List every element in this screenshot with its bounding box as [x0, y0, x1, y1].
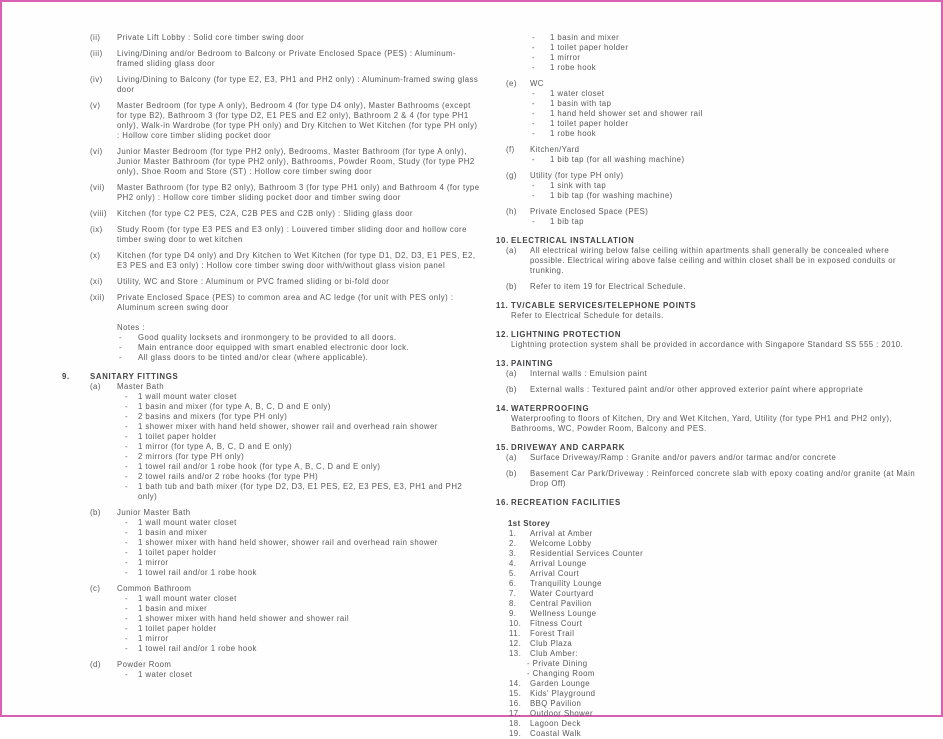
- line-text: External walls : Textured paint and/or other approved exterior paint where appropriate: [530, 385, 864, 394]
- line-label: (a): [506, 453, 517, 462]
- line-text: 1 mirror: [550, 53, 581, 62]
- line-text: Basement Car Park/Driveway : Reinforced concrete slab with epoxy coating and/or granite (at Main Drop Off): [530, 469, 916, 488]
- line-text: Arrival at Amber: [530, 529, 593, 538]
- line-label: -: [125, 568, 129, 577]
- line-text: Coastal Walk: [530, 729, 582, 738]
- dash-list-item: [496, 181, 916, 191]
- line-label: -: [125, 624, 129, 633]
- line-text: Common Bathroom: [117, 584, 192, 593]
- line-label: (h): [506, 207, 517, 216]
- section-heading: [496, 330, 916, 340]
- line-label: -: [532, 89, 536, 98]
- line-text: WC: [530, 79, 544, 88]
- line-text: 1 basin and mixer: [138, 528, 208, 537]
- line-text: 1 towel rail and/or 1 robe hook: [138, 568, 257, 577]
- line-text: Refer to item 19 for Electrical Schedule.: [530, 282, 686, 291]
- line-text: Internal walls : Emulsion paint: [530, 369, 648, 378]
- doc-line: [62, 33, 482, 43]
- line-text: Lightning protection system shall be provided in accordance with Singapore Standard SS 555 : 2010.: [511, 340, 904, 349]
- line-text: Powder Room: [117, 660, 172, 669]
- line-text: Water Courtyard: [530, 589, 594, 598]
- line-label: -: [532, 63, 536, 72]
- line-text: 1 sink with tap: [550, 181, 607, 190]
- line-label: 8.: [509, 599, 517, 608]
- line-text: SANITARY FITTINGS: [90, 372, 179, 381]
- dash-list-item: [62, 472, 482, 482]
- line-label: (iv): [90, 75, 103, 84]
- line-text: Residential Services Counter: [530, 549, 644, 558]
- numbered-list-item: [496, 699, 916, 709]
- section-heading: [496, 359, 916, 369]
- spacer: [496, 350, 916, 359]
- line-text: 1 wall mount water closet: [138, 518, 237, 527]
- line-text: Living/Dining and/or Bedroom to Balcony or Private Enclosed Space (PES) : Aluminum-framed sliding glass door: [117, 49, 456, 68]
- line-text: Wellness Lounge: [530, 609, 597, 618]
- line-text: Tranquility Lounge: [530, 579, 602, 588]
- section-heading: [496, 301, 916, 311]
- line-text: All electrical wiring below false ceiling within apartments shall generally be concealed where possible. Electrical wiring above false ceiling and within closet shall be in exposed conduits or trunking.: [530, 246, 897, 275]
- dash-list-item: [62, 558, 482, 568]
- line-label: 16.: [509, 699, 522, 708]
- line-text: - Changing Room: [527, 669, 595, 678]
- line-label: 13.: [509, 649, 522, 658]
- numbered-list-item: [496, 679, 916, 689]
- numbered-list-item: [496, 649, 916, 659]
- numbered-list-item: [496, 529, 916, 539]
- line-text: 1 basin and mixer (for type A, B, C, D and E only): [138, 402, 331, 411]
- numbered-list-item: [496, 549, 916, 559]
- dash-list-item: [62, 634, 482, 644]
- line-label: -: [125, 482, 129, 491]
- line-label: 6.: [509, 579, 517, 588]
- line-label: (xi): [90, 277, 103, 286]
- dash-list-item: [496, 53, 916, 63]
- line-text: Welcome Lobby: [530, 539, 592, 548]
- doc-line: [62, 660, 482, 670]
- line-text: Junior Master Bath: [117, 508, 191, 517]
- line-label: (b): [506, 282, 517, 291]
- line-text: 1 basin with tap: [550, 99, 612, 108]
- line-text: DRIVEWAY AND CARPARK: [511, 443, 626, 452]
- line-text: PAINTING: [511, 359, 554, 368]
- line-label: 5.: [509, 569, 517, 578]
- line-text: 1 hand held shower set and shower rail: [550, 109, 703, 118]
- numbered-list-item: [496, 709, 916, 719]
- line-label: (x): [90, 251, 101, 260]
- line-text: 1 mirror: [138, 558, 169, 567]
- line-label: -: [532, 155, 536, 164]
- doc-line: [62, 277, 482, 287]
- doc-line: [62, 584, 482, 594]
- line-text: 1 bib tap (for washing machine): [550, 191, 673, 200]
- line-text: Arrival Lounge: [530, 559, 587, 568]
- line-text: All glass doors to be tinted and/or clear (where applicable).: [138, 353, 369, 362]
- line-text: 1 bib tap (for all washing machine): [550, 155, 685, 164]
- numbered-list-item: [496, 719, 916, 729]
- line-text: 1 toilet paper holder: [138, 624, 217, 633]
- line-text: 1 bath tub and bath mixer (for type D2, D3, E1 PES, E2, E3 PES, E3, PH1 and PH2 only): [138, 482, 463, 501]
- dash-list-item: [62, 568, 482, 578]
- line-label: 10.: [496, 236, 509, 245]
- line-text: TV/CABLE SERVICES/TELEPHONE POINTS: [511, 301, 697, 310]
- dash-list-item: [496, 33, 916, 43]
- dash-list-item: [62, 343, 482, 353]
- numbered-list-item: [496, 729, 916, 739]
- numbered-list-item: [496, 579, 916, 589]
- doc-line: [496, 282, 916, 292]
- doc-line: [496, 385, 916, 395]
- line-label: (v): [90, 101, 101, 110]
- line-label: (a): [90, 382, 101, 391]
- line-text: Arrival Court: [530, 569, 580, 578]
- line-label: -: [125, 412, 129, 421]
- line-text: ELECTRICAL INSTALLATION: [511, 236, 635, 245]
- spacer: [62, 313, 482, 323]
- doc-line: [496, 414, 916, 434]
- dash-list-item: [62, 392, 482, 402]
- dash-list-item: [62, 442, 482, 452]
- doc-line: [62, 101, 482, 141]
- line-label: 7.: [509, 589, 517, 598]
- line-text: 1 wall mount water closet: [138, 392, 237, 401]
- line-text: Club Plaza: [530, 639, 573, 648]
- dash-list-item: [62, 548, 482, 558]
- dash-list-item: [62, 402, 482, 412]
- line-text: Refer to Electrical Schedule for details.: [511, 311, 664, 320]
- line-text: Forest Trail: [530, 629, 575, 638]
- line-label: -: [125, 670, 129, 679]
- line-label: (c): [90, 584, 101, 593]
- line-label: 9.: [509, 609, 517, 618]
- line-text: 1 water closet: [550, 89, 605, 98]
- line-text: 1 shower mixer with hand held shower, shower rail and overhead rain shower: [138, 422, 438, 431]
- line-label: -: [125, 472, 129, 481]
- line-text: 1 towel rail and/or 1 robe hook (for type A, B, C, D and E only): [138, 462, 381, 471]
- line-text: 2 mirrors (for type PH only): [138, 452, 245, 461]
- dash-list-item: [496, 129, 916, 139]
- dash-list-item: [496, 191, 916, 201]
- line-label: 9.: [62, 372, 70, 381]
- dash-list-item: [62, 462, 482, 472]
- dash-list-item: [62, 644, 482, 654]
- line-label: 10.: [509, 619, 522, 628]
- section-heading: [496, 236, 916, 246]
- spacer: [496, 434, 916, 443]
- line-label: -: [532, 33, 536, 42]
- line-text: 1 shower mixer with hand held shower, shower rail and overhead rain shower: [138, 538, 438, 547]
- dash-list-item: [496, 63, 916, 73]
- line-label: (vi): [90, 147, 103, 156]
- line-label: (d): [90, 660, 101, 669]
- numbered-list-item: [496, 599, 916, 609]
- line-label: -: [125, 594, 129, 603]
- left-column: [62, 33, 482, 680]
- subsection-heading: [496, 519, 916, 529]
- doc-line: [62, 382, 482, 392]
- line-label: -: [125, 422, 129, 431]
- line-label: -: [125, 528, 129, 537]
- line-text: Utility (for type PH only): [530, 171, 624, 180]
- line-label: -: [125, 634, 129, 643]
- line-text: Living/Dining to Balcony (for type E2, E3, PH1 and PH2 only) : Aluminum-framed swing glass door: [117, 75, 479, 94]
- doc-line: [496, 171, 916, 181]
- doc-line: [62, 209, 482, 219]
- dash-list-item: [496, 99, 916, 109]
- doc-line: [62, 323, 482, 333]
- line-label: -: [532, 181, 536, 190]
- line-text: Fitness Court: [530, 619, 583, 628]
- doc-line: [496, 659, 916, 669]
- line-label: -: [119, 333, 123, 342]
- line-label: -: [125, 538, 129, 547]
- dash-list-item: [62, 614, 482, 624]
- line-label: -: [125, 644, 129, 653]
- spacer: [496, 508, 916, 519]
- doc-line: [62, 183, 482, 203]
- line-label: -: [125, 548, 129, 557]
- line-text: WATERPROOFING: [511, 404, 590, 413]
- line-label: -: [125, 604, 129, 613]
- line-label: (ii): [90, 33, 101, 42]
- dash-list-item: [62, 538, 482, 548]
- line-label: (vii): [90, 183, 105, 192]
- line-label: 16.: [496, 498, 509, 507]
- doc-line: [62, 147, 482, 177]
- doc-line: [62, 225, 482, 245]
- doc-line: [496, 453, 916, 463]
- line-text: Kitchen (for type C2 PES, C2A, C2B PES and C2B only) : Sliding glass door: [117, 209, 413, 218]
- line-text: 2 basins and mixers (for type PH only): [138, 412, 288, 421]
- line-text: 1 mirror (for type A, B, C, D and E only): [138, 442, 293, 451]
- doc-line: [496, 79, 916, 89]
- dash-list-item: [496, 89, 916, 99]
- line-label: (b): [506, 469, 517, 478]
- line-label: (ix): [90, 225, 103, 234]
- line-label: (b): [90, 508, 101, 517]
- line-label: (f): [506, 145, 515, 154]
- line-label: 3.: [509, 549, 517, 558]
- line-text: 1 basin and mixer: [550, 33, 620, 42]
- line-label: (b): [506, 385, 517, 394]
- line-label: 18.: [509, 719, 522, 728]
- line-label: -: [532, 43, 536, 52]
- line-label: (e): [506, 79, 517, 88]
- line-text: Central Pavilion: [530, 599, 592, 608]
- doc-line: [62, 293, 482, 313]
- line-text: 1 basin and mixer: [138, 604, 208, 613]
- line-label: -: [532, 109, 536, 118]
- line-text: Kitchen/Yard: [530, 145, 580, 154]
- line-label: -: [125, 432, 129, 441]
- line-label: -: [125, 518, 129, 527]
- line-text: 1 towel rail and/or 1 robe hook: [138, 644, 257, 653]
- dash-list-item: [62, 412, 482, 422]
- dash-list-item: [62, 594, 482, 604]
- line-label: -: [125, 614, 129, 623]
- numbered-list-item: [496, 539, 916, 549]
- doc-line: [496, 340, 916, 350]
- line-text: 1 robe hook: [550, 63, 597, 72]
- doc-line: [62, 251, 482, 271]
- line-text: Study Room (for type E3 PES and E3 only) : Louvered timber sliding door and hollow core timber swing door to wet kitchen: [117, 225, 467, 244]
- line-text: Main entrance door equipped with smart enabled electronic door lock.: [138, 343, 410, 352]
- dash-list-item: [496, 155, 916, 165]
- dash-list-item: [62, 353, 482, 363]
- dash-list-item: [496, 119, 916, 129]
- line-label: 11.: [496, 301, 509, 310]
- line-text: 1 toilet paper holder: [550, 119, 629, 128]
- line-text: Surface Driveway/Ramp : Granite and/or pavers and/or tarmac and/or concrete: [530, 453, 837, 462]
- numbered-list-item: [496, 619, 916, 629]
- dash-list-item: [62, 482, 482, 502]
- line-text: Private Lift Lobby : Solid core timber swing door: [117, 33, 305, 42]
- numbered-list-item: [496, 689, 916, 699]
- line-label: -: [532, 99, 536, 108]
- line-label: 15.: [509, 689, 522, 698]
- line-text: Good quality locksets and ironmongery to be provided to all doors.: [138, 333, 397, 342]
- line-text: 1st Storey: [508, 519, 551, 528]
- line-label: -: [532, 191, 536, 200]
- line-label: -: [532, 119, 536, 128]
- spacer: [62, 363, 482, 372]
- doc-line: [496, 207, 916, 217]
- line-text: Waterproofing to floors of Kitchen, Dry and Wet Kitchen, Yard, Utility (for type PH1 and PH2 only), Bathrooms, WC, Powder Room, Balcony and PES.: [511, 414, 892, 433]
- line-text: Kids' Playground: [530, 689, 596, 698]
- line-text: 1 toilet paper holder: [138, 432, 217, 441]
- numbered-list-item: [496, 609, 916, 619]
- line-text: - Private Dining: [527, 659, 588, 668]
- line-label: (viii): [90, 209, 107, 218]
- dash-list-item: [62, 333, 482, 343]
- doc-line: [496, 669, 916, 679]
- dash-list-item: [62, 670, 482, 680]
- spacer: [496, 395, 916, 404]
- dash-list-item: [62, 452, 482, 462]
- line-text: 1 toilet paper holder: [138, 548, 217, 557]
- dash-list-item: [62, 528, 482, 538]
- dash-list-item: [62, 518, 482, 528]
- doc-line: [62, 508, 482, 518]
- line-label: 2.: [509, 539, 517, 548]
- numbered-list-item: [496, 629, 916, 639]
- line-label: (a): [506, 369, 517, 378]
- line-text: RECREATION FACILITIES: [511, 498, 621, 507]
- spacer: [496, 321, 916, 330]
- line-label: (a): [506, 246, 517, 255]
- line-text: Outdoor Shower: [530, 709, 594, 718]
- line-text: Private Enclosed Space (PES): [530, 207, 649, 216]
- numbered-list-item: [496, 569, 916, 579]
- spacer: [496, 489, 916, 498]
- line-text: Junior Master Bedroom (for type PH2 only), Bedrooms, Master Bathroom (for type A only), Junior Master Bathroom (for type PH2 only), Bathrooms, Powder Room, Study (for type PH2 only), Shoe Room and Store (ST) : Hollow core timber swing door: [117, 147, 475, 176]
- line-text: 1 mirror: [138, 634, 169, 643]
- spacer: [496, 292, 916, 301]
- section-heading: [496, 443, 916, 453]
- dash-list-item: [62, 624, 482, 634]
- doc-line: [496, 145, 916, 155]
- line-label: 13.: [496, 359, 509, 368]
- line-label: 12.: [509, 639, 522, 648]
- line-label: 14.: [496, 404, 509, 413]
- line-text: 1 wall mount water closet: [138, 594, 237, 603]
- dash-list-item: [496, 43, 916, 53]
- dash-list-item: [62, 432, 482, 442]
- line-label: 19.: [509, 729, 522, 738]
- line-label: 4.: [509, 559, 517, 568]
- line-label: (iii): [90, 49, 103, 58]
- line-text: 2 towel rails and/or 2 robe hooks (for type PH): [138, 472, 319, 481]
- line-text: Club Amber:: [530, 649, 578, 658]
- dash-list-item: [62, 422, 482, 432]
- line-label: (g): [506, 171, 517, 180]
- line-label: 11.: [509, 629, 521, 638]
- line-label: -: [125, 442, 129, 451]
- line-text: 1 toilet paper holder: [550, 43, 629, 52]
- line-text: Kitchen (for type D4 only) and Dry Kitchen to Wet Kitchen (for type D1, D2, D3, E1 PES, E2, E3 PES and E3 only) : Hollow core timber swing door with/without glass vision panel: [117, 251, 476, 270]
- doc-line: [496, 311, 916, 321]
- line-label: -: [119, 353, 123, 362]
- line-text: 1 robe hook: [550, 129, 597, 138]
- line-text: Garden Lounge: [530, 679, 591, 688]
- dash-list-item: [496, 217, 916, 227]
- right-column: [496, 33, 916, 739]
- line-text: 1 shower mixer with hand held shower and shower rail: [138, 614, 350, 623]
- line-text: 1 bib tap: [550, 217, 584, 226]
- line-label: -: [125, 402, 129, 411]
- line-label: -: [125, 392, 129, 401]
- line-label: -: [125, 558, 129, 567]
- line-label: 12.: [496, 330, 509, 339]
- line-label: 17.: [509, 709, 522, 718]
- line-text: Notes :: [117, 323, 145, 332]
- line-text: 1 water closet: [138, 670, 193, 679]
- line-label: -: [532, 217, 536, 226]
- section-heading: [496, 498, 916, 508]
- line-label: -: [119, 343, 123, 352]
- dash-list-item: [496, 109, 916, 119]
- numbered-list-item: [496, 559, 916, 569]
- line-label: -: [125, 462, 129, 471]
- line-label: 15.: [496, 443, 509, 452]
- section-heading: [496, 404, 916, 414]
- line-label: -: [532, 53, 536, 62]
- line-label: -: [125, 452, 129, 461]
- line-text: Private Enclosed Space (PES) to common area and AC ledge (for unit with PES only) : Aluminum screen swing door: [117, 293, 454, 312]
- numbered-list-item: [496, 589, 916, 599]
- doc-line: [62, 75, 482, 95]
- doc-line: [496, 246, 916, 276]
- line-text: Master Bathroom (for type B2 only), Bathroom 3 (for type PH1 only) and Bathroom 4 (for type PH2 only) : Hollow core timber sliding pocket door and timber swing door: [117, 183, 480, 202]
- numbered-list-item: [496, 639, 916, 649]
- line-text: Master Bath: [117, 382, 164, 391]
- line-label: 1.: [509, 529, 517, 538]
- line-text: Master Bedroom (for type A only), Bedroom 4 (for type D4 only), Master Bathrooms (except for type B2), Bathroom 3 (for type D2, E1 PES and E2 only), Bathroom 2 & 4 (for type PH1 only), Walk-in Wardrobe (for type PH only) and Dry Kitchen to Wet Kitchen (for type PH only) : Hollow core timber sliding pocket door: [117, 101, 478, 140]
- line-label: 14.: [509, 679, 522, 688]
- doc-line: [496, 469, 916, 489]
- doc-line: [62, 49, 482, 69]
- line-text: BBQ Pavilion: [530, 699, 582, 708]
- line-text: Lagoon Deck: [530, 719, 581, 728]
- line-text: LIGHTNING PROTECTION: [511, 330, 622, 339]
- dash-list-item: [62, 604, 482, 614]
- doc-line: [496, 369, 916, 379]
- line-text: Utility, WC and Store : Aluminum or PVC framed sliding or bi-fold door: [117, 277, 390, 286]
- line-label: -: [532, 129, 536, 138]
- section-heading: [62, 372, 482, 382]
- spacer: [496, 227, 916, 236]
- line-label: (xii): [90, 293, 105, 302]
